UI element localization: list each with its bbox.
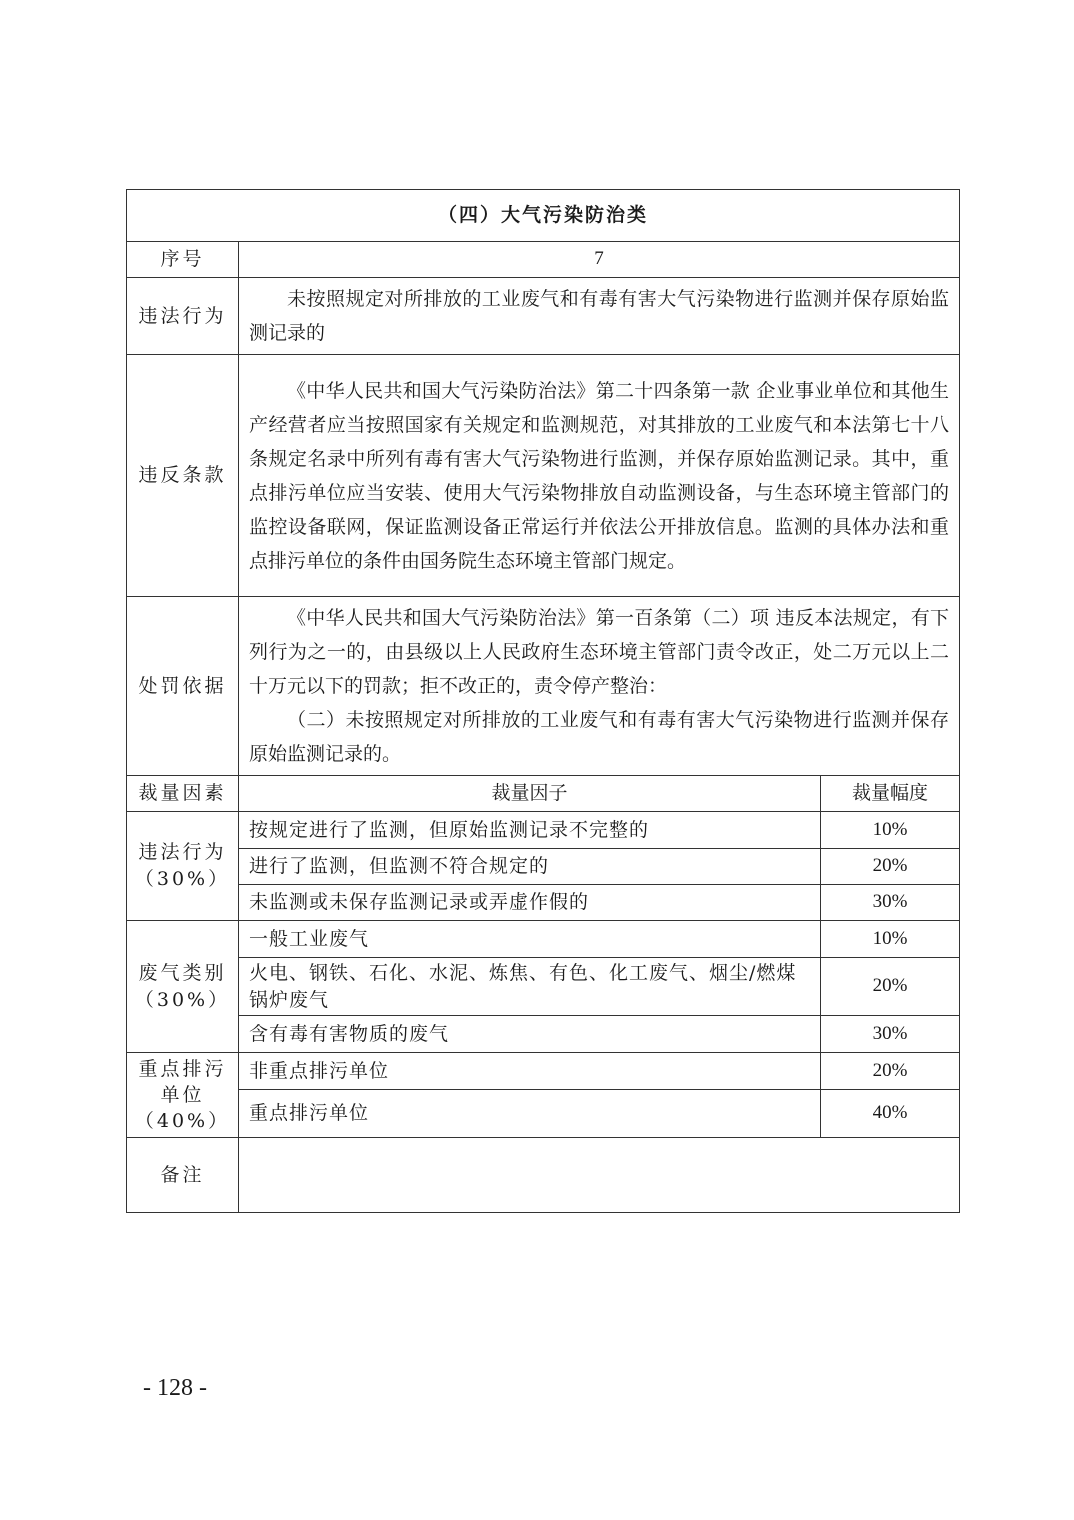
factor-pct: 10% — [821, 812, 960, 849]
violation-act-label: 违法行为 — [127, 278, 239, 355]
factor-name: 废气类别 — [138, 961, 227, 984]
violated-clause-text: 《中华人民共和国大气污染防治法》第二十四条第一款 企业事业单位和其他生产经营者应当按照国家有关规定和监测规范，对其排放的工业废气和本法第七十八条规定名录中所列有毒有害大气污染物进行监测，并保存原始监测记录。其中，重点排污单位应当安装、使用大气污染物排放自动监测设备，与生态环境主管部门的监控设备联网，保证监测设备正常运行并依法公开排放信息。监测的具体办法和重点排污单位的条件由国务院生态环境主管部门规定。 — [249, 379, 950, 572]
range-header: 裁量幅度 — [821, 776, 960, 812]
remarks-value — [239, 1138, 960, 1213]
penalty-basis-text: 《中华人民共和国大气污染防治法》第一百条第（二）项 违反本法规定，有下列行为之一的，由县级以上人民政府生态环境主管部门责令改正，处二万元以上二十万元以下的罚款；拒不改正的，责令停产整治： — [249, 607, 950, 697]
violated-clause-label: 违反条款 — [127, 355, 239, 597]
factor-name: 重点排污单位 — [138, 1058, 227, 1106]
factor-pct: 30% — [821, 885, 960, 921]
violation-act-text: 未按照规定对所排放的工业废气和有毒有害大气污染物进行监测并保存原始监测记录的 — [249, 288, 950, 344]
factor-weight: （40%） — [134, 1110, 231, 1132]
serial-label: 序号 — [127, 242, 239, 278]
factor-weight: （30%） — [134, 868, 231, 890]
factor-item: 未监测或未保存监测记录或弄虚作假的 — [239, 885, 821, 921]
factor-pct: 20% — [821, 849, 960, 885]
remarks-label: 备注 — [127, 1138, 239, 1213]
discretion-table — [126, 189, 960, 1213]
factor-pct: 20% — [821, 958, 960, 1016]
factor-pct: 20% — [821, 1053, 960, 1090]
factor-item: 非重点排污单位 — [239, 1053, 821, 1090]
factor-item: 含有毒有害物质的废气 — [239, 1016, 821, 1053]
factor-group-key-unit — [127, 1053, 239, 1138]
factor-group-violation — [127, 812, 239, 921]
factor-name: 违法行为 — [138, 841, 227, 864]
serial-value: 7 — [239, 242, 960, 278]
factor-item: 按规定进行了监测，但原始监测记录不完整的 — [239, 812, 821, 849]
factor-pct: 30% — [821, 1016, 960, 1053]
page-number: - 128 - — [143, 1375, 207, 1401]
factor-item: 重点排污单位 — [239, 1090, 821, 1138]
penalty-basis-item: （二）未按照规定对所排放的工业废气和有毒有害大气污染物进行监测并保存原始监测记录的。 — [249, 709, 950, 765]
section-title: （四）大气污染防治类 — [127, 190, 960, 242]
factor-pct: 40% — [821, 1090, 960, 1138]
factor-header: 裁量因素 — [127, 776, 239, 812]
factor-item: 火电、钢铁、石化、水泥、炼焦、有色、化工废气、烟尘/燃煤锅炉废气 — [239, 958, 821, 1016]
factor-pct: 10% — [821, 921, 960, 958]
factor-group-gas-type — [127, 921, 239, 1053]
factor-item: 进行了监测，但监测不符合规定的 — [239, 849, 821, 885]
factor-item: 一般工业废气 — [239, 921, 821, 958]
item-header: 裁量因子 — [239, 776, 821, 812]
penalty-basis-label: 处罚依据 — [127, 597, 239, 776]
factor-weight: （30%） — [134, 988, 231, 1011]
